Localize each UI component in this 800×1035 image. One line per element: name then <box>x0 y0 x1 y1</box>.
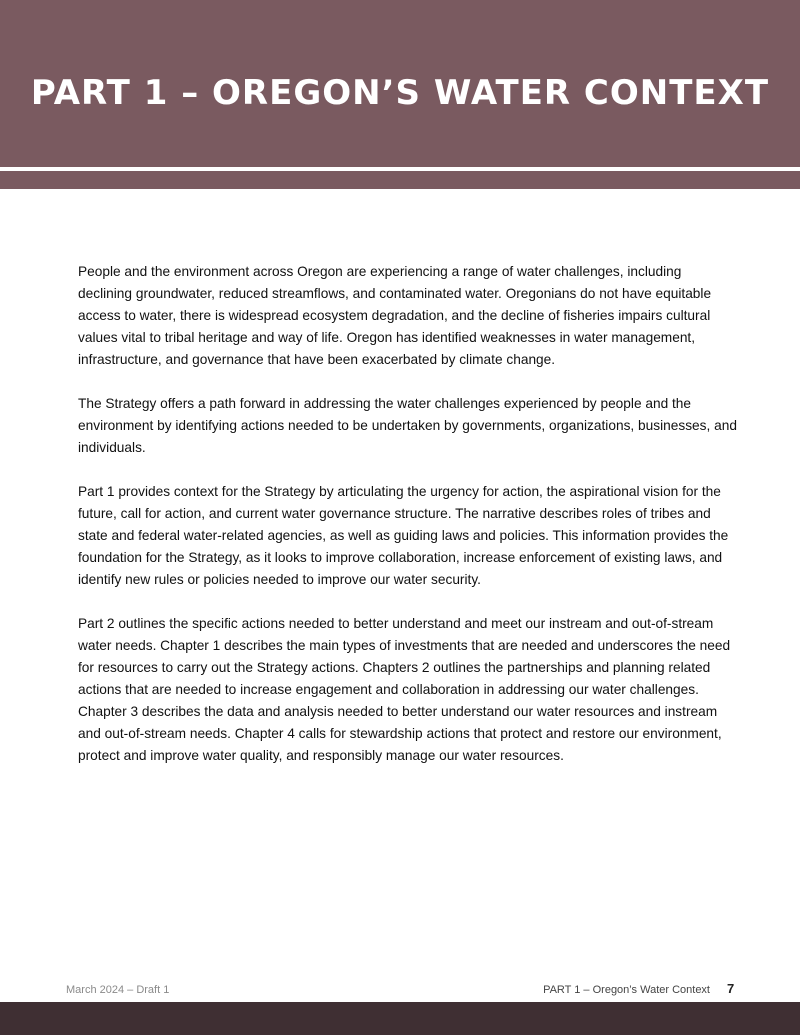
body-content <box>78 261 738 789</box>
paragraph-intro: People and the environment across Oregon are experiencing a range of water challenges, including declining groundwater, reduced streamflows, and contaminated water. Oregonians do not have equitable access to water, there is widespread ecosystem degradation, and the decline of fisheries impairs cultural values vital to tribal heritage and way of life. Oregon has identified weaknesses in water management, infrastructure, and governance that have been exacerbated by climate change. <box>78 264 712 367</box>
page-number: 7 <box>727 981 735 996</box>
page-title: PART 1 – OREGON’S WATER CONTEXT <box>30 73 770 113</box>
paragraph-part-1: Part 1 provides context for the Strategy by articulating the urgency for action, the aspirational vision for the future, call for action, and current water governance structure. The narrative describes roles of tribes and state and federal water-related agencies, as well as guiding laws and policies. This information provides the foundation for the Strategy, as it looks to improve collaboration, increase enforcement of existing laws, and identify new rules or policies needed to improve our water security. <box>78 484 729 587</box>
paragraph-strategy: The Strategy offers a path forward in addressing the water challenges experienced by people and the environment by identifying actions needed to be undertaken by governments, organizations, businesses, and individuals. <box>78 396 737 455</box>
header-stripe <box>0 171 800 189</box>
paragraph-part-2: Part 2 outlines the specific actions needed to better understand and meet our instream and out-of-stream water needs. Chapter 1 describes the main types of investments that are needed and underscores the need for resources to carry out the Strategy actions. Chapters 2 outlines the partnerships and planning related actions that are needed to increase engagement and collaboration in addressing our water challenges. Chapter 3 describes the data and analysis needed to better understand our water resources and instream and out-of-stream needs. Chapter 4 calls for stewardship actions that protect and restore our environment, protect and improve water quality, and responsibly manage our water resources. <box>78 616 731 763</box>
footer-date: March 2024 – Draft 1 <box>66 984 170 996</box>
footer-section-title: PART 1 – Oregon’s Water Context <box>543 984 710 996</box>
footer-banner <box>0 1002 800 1035</box>
